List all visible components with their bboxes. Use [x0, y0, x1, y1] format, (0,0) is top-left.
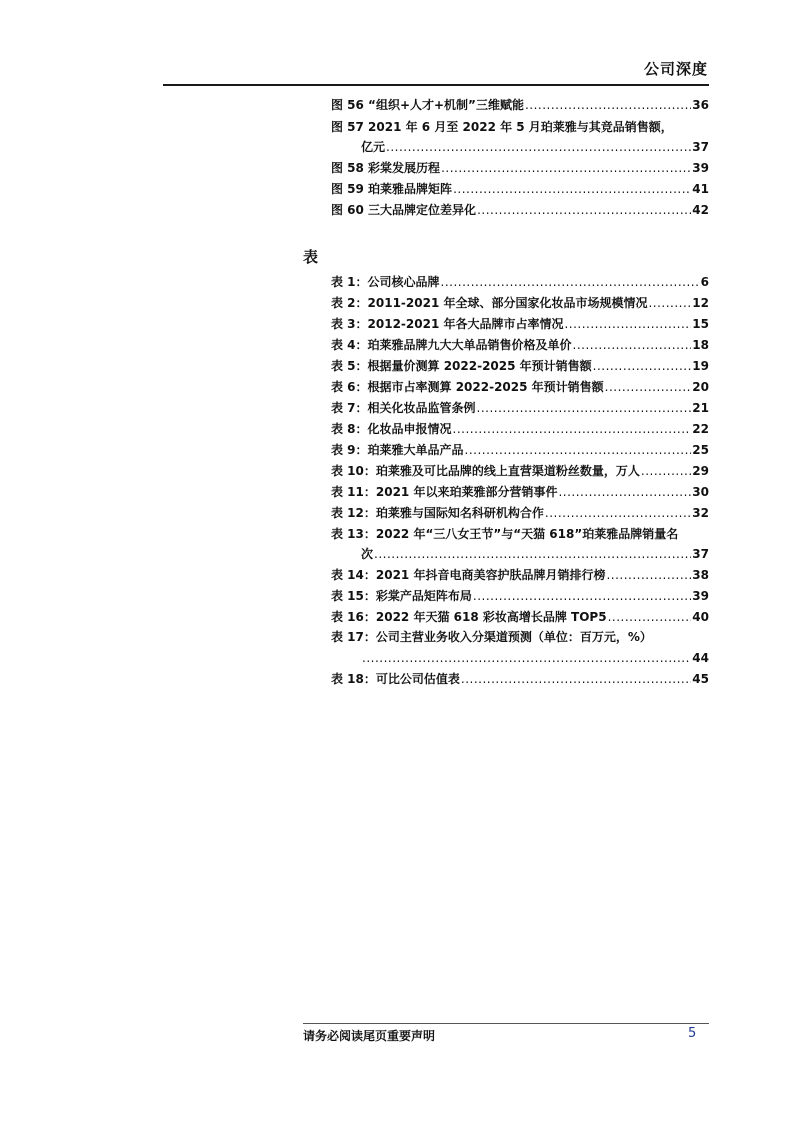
toc-entry-page: 25: [692, 443, 709, 457]
leader-dots: [441, 160, 691, 176]
toc-entry-table-18[interactable]: [331, 671, 709, 687]
leader-dots: [477, 400, 692, 416]
toc-entry-page: 32: [692, 506, 709, 520]
leader-dots: [477, 202, 691, 218]
toc-entry-figure-60[interactable]: [331, 202, 709, 218]
toc-entry-label: 图 58 彩棠发展历程: [331, 161, 441, 175]
toc-entry-label: 表 9：珀莱雅大单品产品: [331, 443, 464, 457]
toc-entry-page: 15: [692, 317, 709, 331]
header-rule: [163, 84, 709, 86]
toc-entry-page: 18: [692, 338, 709, 352]
leader-dots: [465, 442, 692, 458]
toc-entry-table-6[interactable]: [331, 379, 709, 395]
toc-entry-page: 40: [692, 610, 709, 624]
leader-dots: [453, 181, 691, 197]
toc-entry-table-13-line1[interactable]: 表 13：2022 年“三八女王节”与“天猫 618”珀莱雅品牌销量名: [331, 527, 679, 541]
toc-entry-page: 44: [692, 651, 709, 665]
toc-entry-page: 29: [692, 464, 709, 478]
toc-entry-label: 表 14：2021 年抖音电商美容护肤品牌月销排行榜: [331, 568, 606, 582]
leader-dots: [564, 316, 691, 332]
toc-entry-table-9[interactable]: [331, 442, 709, 458]
toc-entry-label: 次: [361, 547, 374, 561]
toc-entry-label: 表 4：珀莱雅品牌九大大单品销售价格及单价: [331, 338, 572, 352]
toc-entry-figure-58[interactable]: [331, 160, 709, 176]
toc-entry-table-15[interactable]: [331, 588, 709, 604]
leader-dots: [593, 358, 692, 374]
header-title: 公司深度: [643, 60, 708, 78]
toc-entry-page: 38: [692, 568, 709, 582]
toc-entry-figure-57[interactable]: [361, 139, 709, 155]
toc-entry-table-11[interactable]: [331, 484, 709, 500]
leader-dots: [606, 567, 691, 583]
toc-entry-label: 表 18：可比公司估值表: [331, 672, 460, 686]
toc-entry-label: 亿元: [361, 140, 386, 154]
leader-dots: [648, 295, 691, 311]
toc-entry-label: 图 60 三大品牌定位差异化: [331, 203, 477, 217]
toc-entry-page: 12: [692, 296, 709, 310]
footer-rule: [303, 1023, 709, 1024]
toc-entry-page: 21: [692, 401, 709, 415]
leader-dots: [605, 379, 692, 395]
toc-entry-table-17[interactable]: [361, 650, 709, 666]
toc-entry-page: 6: [700, 275, 709, 289]
leader-dots: [525, 97, 691, 113]
leader-dots: [453, 421, 692, 437]
toc-entry-label: 图 56 “组织+人才+机制”三维赋能: [331, 98, 524, 112]
toc-entry-page: 39: [692, 161, 709, 175]
leader-dots: [362, 650, 691, 666]
toc-entry-label: 表 11：2021 年以来珀莱雅部分营销事件: [331, 485, 558, 499]
toc-entry-table-2[interactable]: [331, 295, 709, 311]
toc-entry-figure-56[interactable]: [331, 97, 709, 113]
toc-entry-label: 表 6：根据市占率测算 2022-2025 年预计销售额: [331, 380, 604, 394]
toc-entry-label: 表 2：2011-2021 年全球、部分国家化妆品市场规模情况: [331, 296, 648, 310]
toc-entry-table-16[interactable]: [331, 609, 709, 625]
toc-entry-page: 36: [692, 98, 709, 112]
toc-entry-label: 表 16：2022 年天猫 618 彩妆高增长品牌 TOP5: [331, 610, 607, 624]
toc-entry-page: 41: [692, 182, 709, 196]
toc-entry-label: 表 8：化妆品申报情况: [331, 422, 452, 436]
toc-entry-table-1[interactable]: [331, 274, 709, 290]
toc-entry-page: 42: [692, 203, 709, 217]
toc-entry-table-13[interactable]: [361, 546, 709, 562]
toc-entry-page: 39: [692, 589, 709, 603]
leader-dots: [386, 139, 691, 155]
toc-entry-label: 表 12：珀莱雅与国际知名科研机构合作: [331, 506, 544, 520]
leader-dots: [608, 609, 692, 625]
toc-entry-table-4[interactable]: [331, 337, 709, 353]
toc-entry-table-17-line1[interactable]: 表 17：公司主营业务收入分渠道预测（单位：百万元，%）: [331, 630, 652, 644]
toc-entry-label: 表 5：根据量价测算 2022-2025 年预计销售额: [331, 359, 592, 373]
toc-entry-page: 37: [692, 140, 709, 154]
toc-entry-table-14[interactable]: [331, 567, 709, 583]
leader-dots: [441, 274, 700, 290]
leader-dots: [374, 546, 691, 562]
page-number: 5: [688, 1026, 697, 1041]
leader-dots: [545, 505, 691, 521]
leader-dots: [558, 484, 691, 500]
toc-entry-table-5[interactable]: [331, 358, 709, 374]
toc-entry-label: 表 3：2012-2021 年各大品牌市占率情况: [331, 317, 564, 331]
toc-entry-page: 19: [692, 359, 709, 373]
leader-dots: [641, 463, 691, 479]
footer-disclaimer: 请务必阅读尾页重要声明: [303, 1029, 436, 1043]
tables-section-heading: 表: [303, 248, 319, 266]
toc-entry-table-7[interactable]: [331, 400, 709, 416]
toc-entry-label: 表 1：公司核心品牌: [331, 275, 440, 289]
toc-entry-page: 30: [692, 485, 709, 499]
toc-entry-page: 22: [692, 422, 709, 436]
toc-entry-figure-59[interactable]: [331, 181, 709, 197]
toc-entry-label: 表 15：彩棠产品矩阵布局: [331, 589, 472, 603]
toc-entry-table-8[interactable]: [331, 421, 709, 437]
toc-entry-table-3[interactable]: [331, 316, 709, 332]
toc-entry-page: 37: [692, 547, 709, 561]
toc-entry-label: 图 59 珀莱雅品牌矩阵: [331, 182, 453, 196]
toc-entry-label: 表 7：相关化妆品监管条例: [331, 401, 476, 415]
leader-dots: [461, 671, 691, 687]
toc-entry-figure-57-line1[interactable]: 图 57 2021 年 6 月至 2022 年 5 月珀莱雅与其竞品销售额，: [331, 120, 673, 134]
leader-dots: [573, 337, 692, 353]
toc-entry-page: 20: [692, 380, 709, 394]
leader-dots: [473, 588, 691, 604]
toc-entry-label: 表 10：珀莱雅及可比品牌的线上直营渠道粉丝数量，万人: [331, 464, 640, 478]
toc-entry-page: 45: [692, 672, 709, 686]
toc-entry-table-10[interactable]: [331, 463, 709, 479]
toc-entry-table-12[interactable]: [331, 505, 709, 521]
